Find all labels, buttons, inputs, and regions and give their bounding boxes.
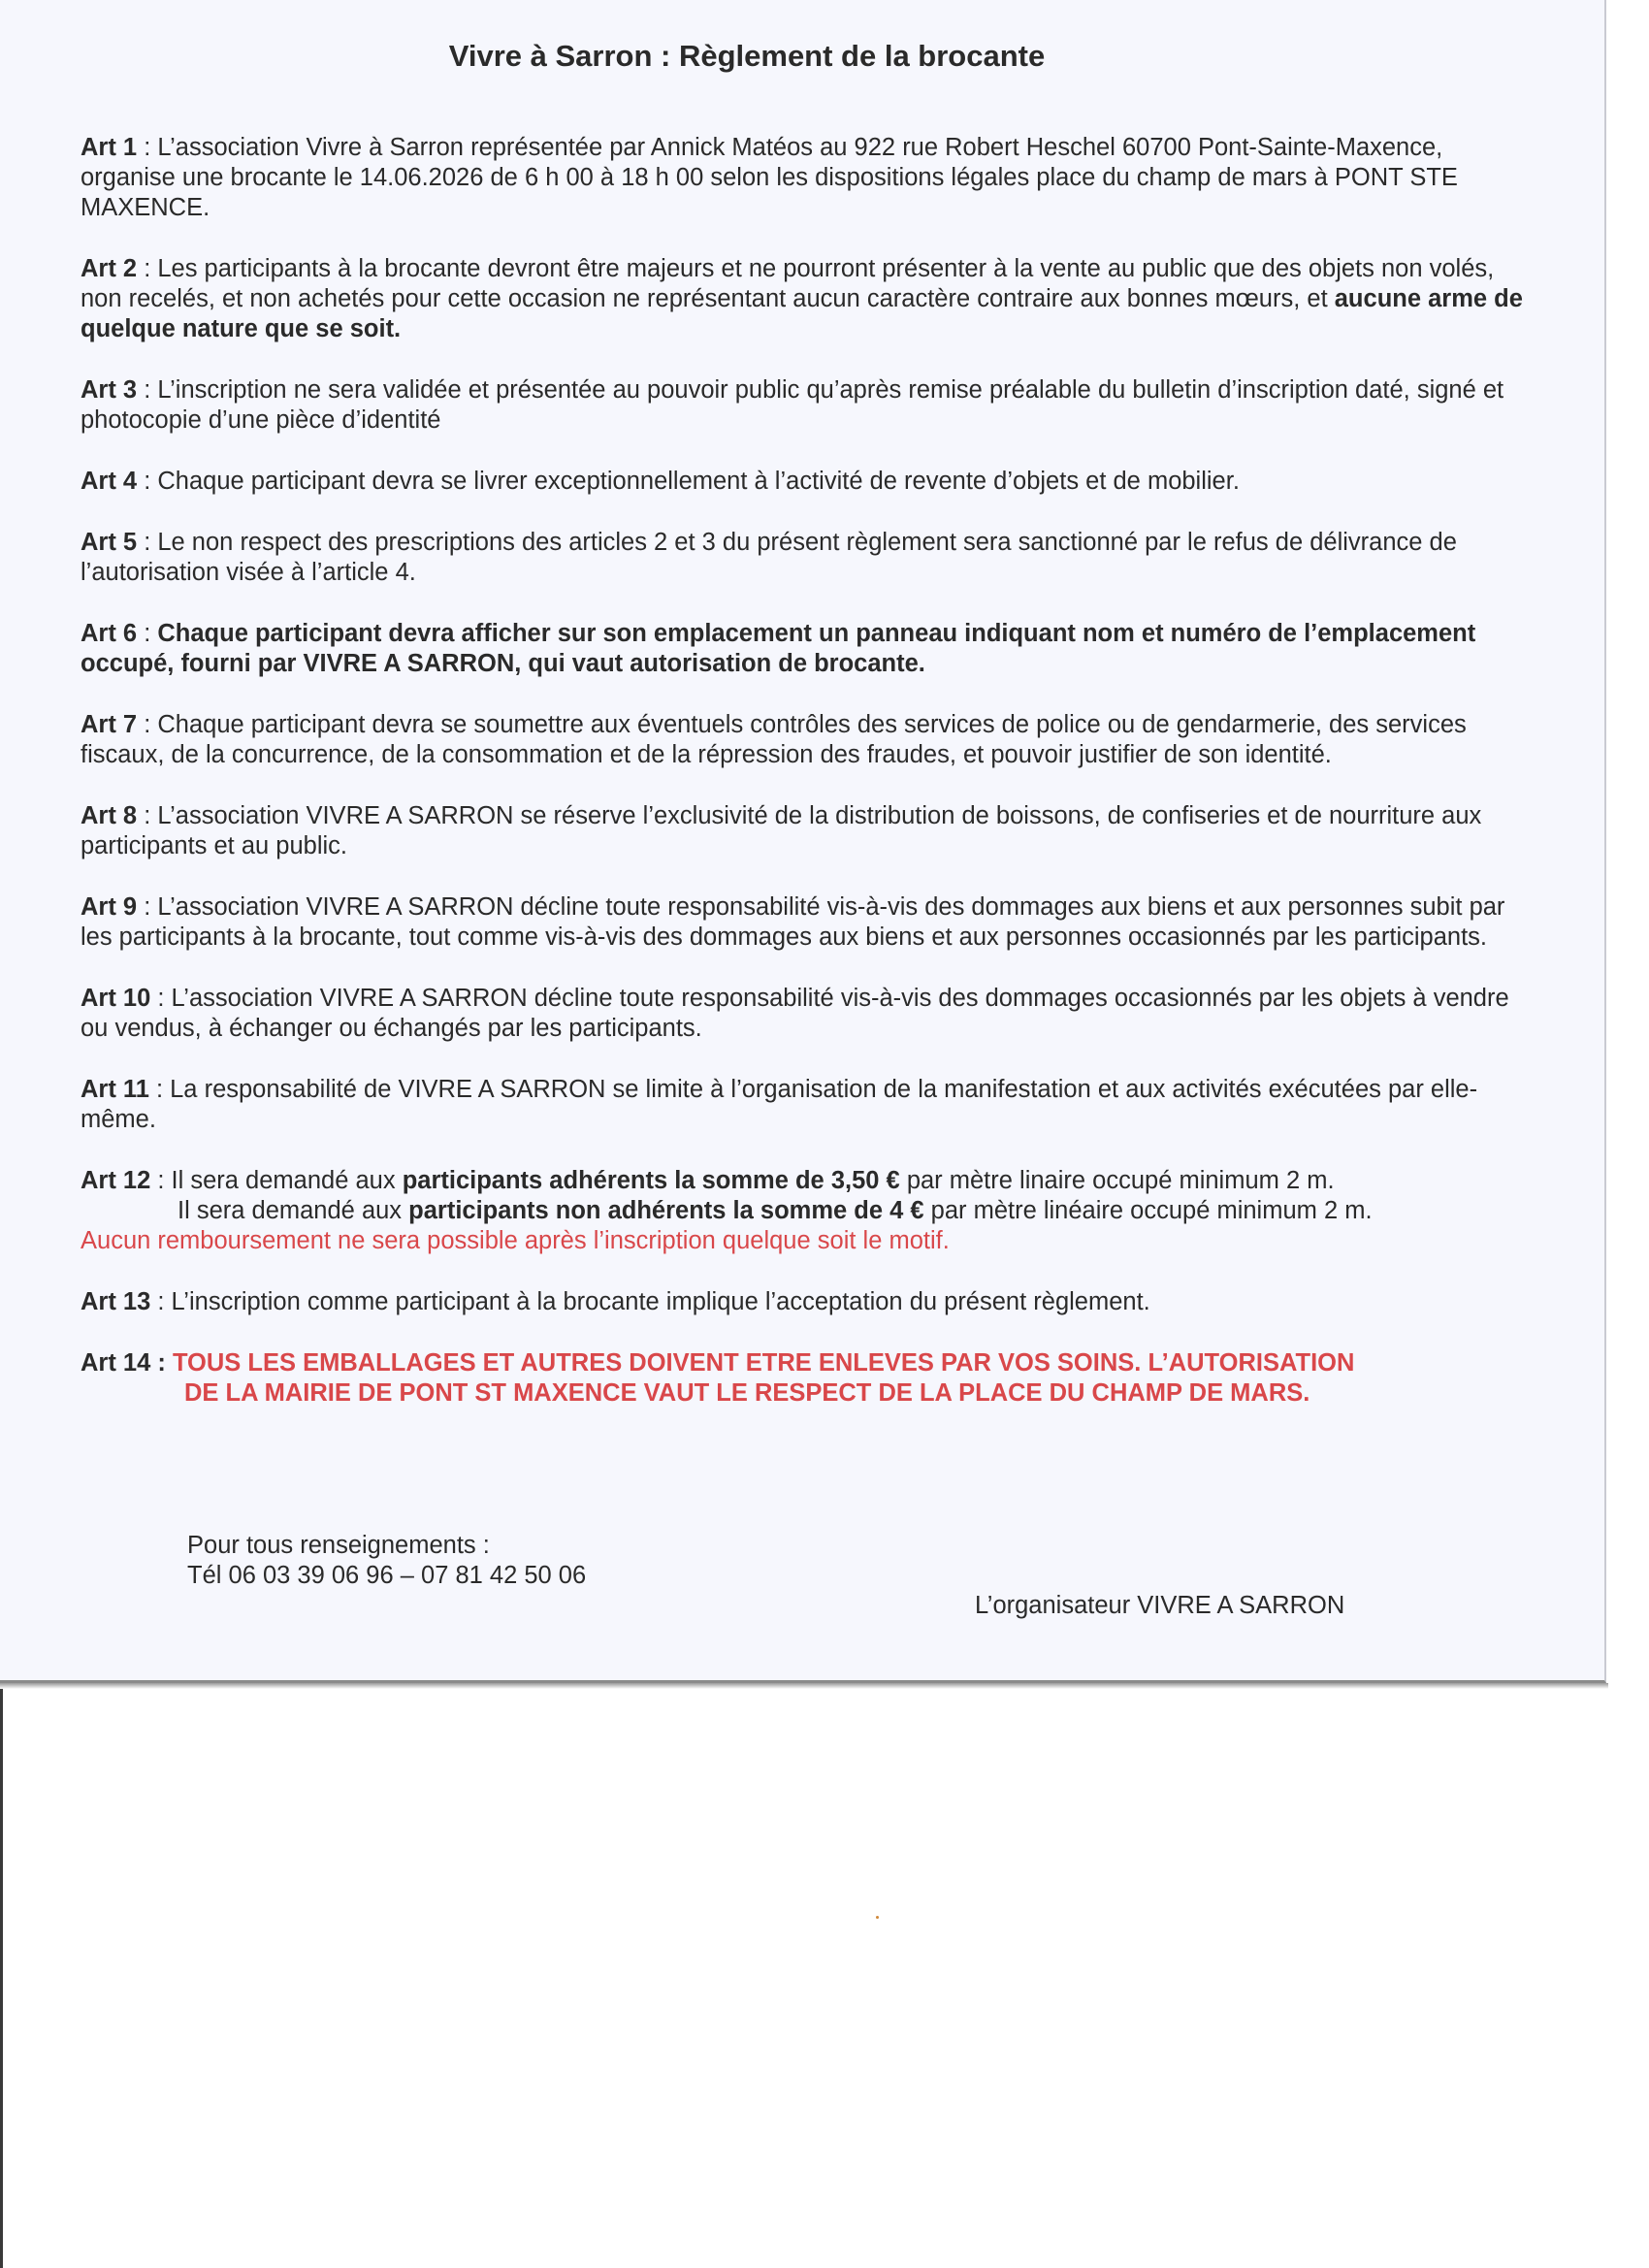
article-number: Art 8: [81, 802, 138, 829]
article-number: Art 13: [81, 1288, 151, 1315]
sheet-shadow: [0, 1683, 1608, 1689]
art12-line2-c: par mètre linéaire occupé minimum 2 m.: [923, 1197, 1373, 1224]
article-text: : L’association VIVRE A SARRON décline toute responsabilité vis-à-vis des dommages occasionnés par les objets à vendre ou vendus, à échanger ou échangés par les participants.: [81, 985, 1509, 1042]
article-number: Art 11: [81, 1076, 149, 1103]
article-3: [81, 375, 1536, 436]
article-14: [81, 1348, 1536, 1409]
article-number: Art 1: [81, 134, 138, 161]
art12-line1-c: par mètre linaire occupé minimum 2 m.: [899, 1167, 1335, 1194]
generic-articles: [81, 133, 1536, 1135]
article-text: : L’association Vivre à Sarron représentée par Annick Matéos au 922 rue Robert Heschel 60700 Pont-Sainte-Maxence, organise une brocante le 14.06.2026 de 6 h 00 à 18 h 00 selon les dispositions légales place du champ de mars à PONT STE MAXENCE.: [81, 134, 1458, 221]
article-11: [81, 1075, 1536, 1135]
art14-line2: DE LA MAIRIE DE PONT ST MAXENCE VAUT LE RESPECT DE LA PLACE DU CHAMP DE MARS.: [184, 1379, 1310, 1407]
article-1: [81, 133, 1536, 223]
art14-line1: TOUS LES EMBALLAGES ET AUTRES DOIVENT ETRE ENLEVES PAR VOS SOINS. L’AUTORISATION: [165, 1349, 1355, 1377]
article-text: : L’inscription comme participant à la brocante implique l’acceptation du présent règlement.: [150, 1288, 1150, 1315]
signature: L’organisateur VIVRE A SARRON: [975, 1592, 1345, 1619]
art12-refund-notice: Aucun remboursement ne sera possible après l’inscription quelque soit le motif.: [81, 1227, 950, 1254]
article-number: Art 9: [81, 893, 138, 921]
art12-line1-b: participants adhérents la somme de 3,50 €: [402, 1167, 900, 1194]
art12-line2-b: participants non adhérents la somme de 4 €: [408, 1197, 924, 1224]
article-text: : L’association VIVRE A SARRON décline toute responsabilité vis-à-vis des dommages aux biens et aux personnes subit par les participants à la brocante, tout comme vis-à-vis des dommages aux biens et aux personnes occasionnés par les participants.: [81, 893, 1505, 951]
article-4: [81, 467, 1536, 497]
article-9: [81, 892, 1536, 953]
article-text: : L’association VIVRE A SARRON se réserve l’exclusivité de la distribution de boissons, de confiseries et de nourriture aux participants et au public.: [81, 802, 1482, 859]
article-number: Art 5: [81, 529, 138, 556]
article-6: [81, 619, 1536, 679]
article-number: Art 2: [81, 255, 138, 282]
article-number: Art 7: [81, 711, 138, 738]
article-number: Art 14 :: [81, 1349, 166, 1377]
article-7: [81, 710, 1536, 770]
article-text: aucune arme de quelque nature que se soit.: [81, 285, 1523, 342]
scan-speck: [876, 1916, 879, 1919]
article-number: Art 4: [81, 468, 138, 495]
article-text: : La responsabilité de VIVRE A SARRON se limite à l’organisation de la manifestation et aux activités exécutées par elle-même.: [81, 1076, 1478, 1133]
article-text: : Les participants à la brocante devront être majeurs et ne pourront présenter à la vente au public que des objets non volés, non recelés, et non achetés pour cette occasion ne représentant aucun caractère contraire aux bonnes mœurs, et: [81, 255, 1495, 312]
article-13: [81, 1287, 1536, 1317]
article-text: :: [137, 620, 158, 647]
art12-line2: [81, 1196, 1536, 1226]
article-number: Art 6: [81, 620, 138, 647]
art12-line2-a: Il sera demandé aux: [178, 1197, 409, 1224]
article-8: [81, 801, 1536, 861]
article-text: : Le non respect des prescriptions des articles 2 et 3 du présent règlement sera sanctionné par le refus de délivrance de l’autorisation visée à l’article 4.: [81, 529, 1457, 586]
articles-list: [81, 133, 1536, 1440]
contact-block: [187, 1531, 586, 1591]
article-number: Art 12: [81, 1167, 151, 1194]
page-title: Vivre à Sarron : Règlement de la brocante: [448, 39, 1046, 73]
art12-line1-a: : Il sera demandé aux: [150, 1167, 403, 1194]
article-2: [81, 254, 1536, 344]
article-5: [81, 528, 1536, 588]
contact-label: Pour tous renseignements :: [187, 1532, 490, 1559]
article-text: : L’inscription ne sera validée et présentée au pouvoir public qu’après remise préalable du bulletin d’inscription daté, signé et photocopie d’une pièce d’identité: [81, 376, 1504, 434]
article-text: : Chaque participant devra se soumettre aux éventuels contrôles des services de police ou de gendarmerie, des services fiscaux, de la concurrence, de la consommation et de la répression des fraudes, et pouvoir justifier de son identité.: [81, 711, 1467, 768]
article-number: Art 10: [81, 985, 151, 1012]
article-10: [81, 984, 1536, 1044]
article-12: [81, 1166, 1536, 1256]
contact-phones: Tél 06 03 39 06 96 – 07 81 42 50 06: [187, 1562, 587, 1589]
article-text: : Chaque participant devra se livrer exceptionnellement à l’activité de revente d’objets et de mobilier.: [137, 468, 1240, 495]
article-text: Chaque participant devra afficher sur son emplacement un panneau indiquant nom et numéro de l’emplacement occupé, fourni par VIVRE A SARRON, qui vaut autorisation de brocante.: [81, 620, 1476, 677]
article-number: Art 3: [81, 376, 138, 404]
